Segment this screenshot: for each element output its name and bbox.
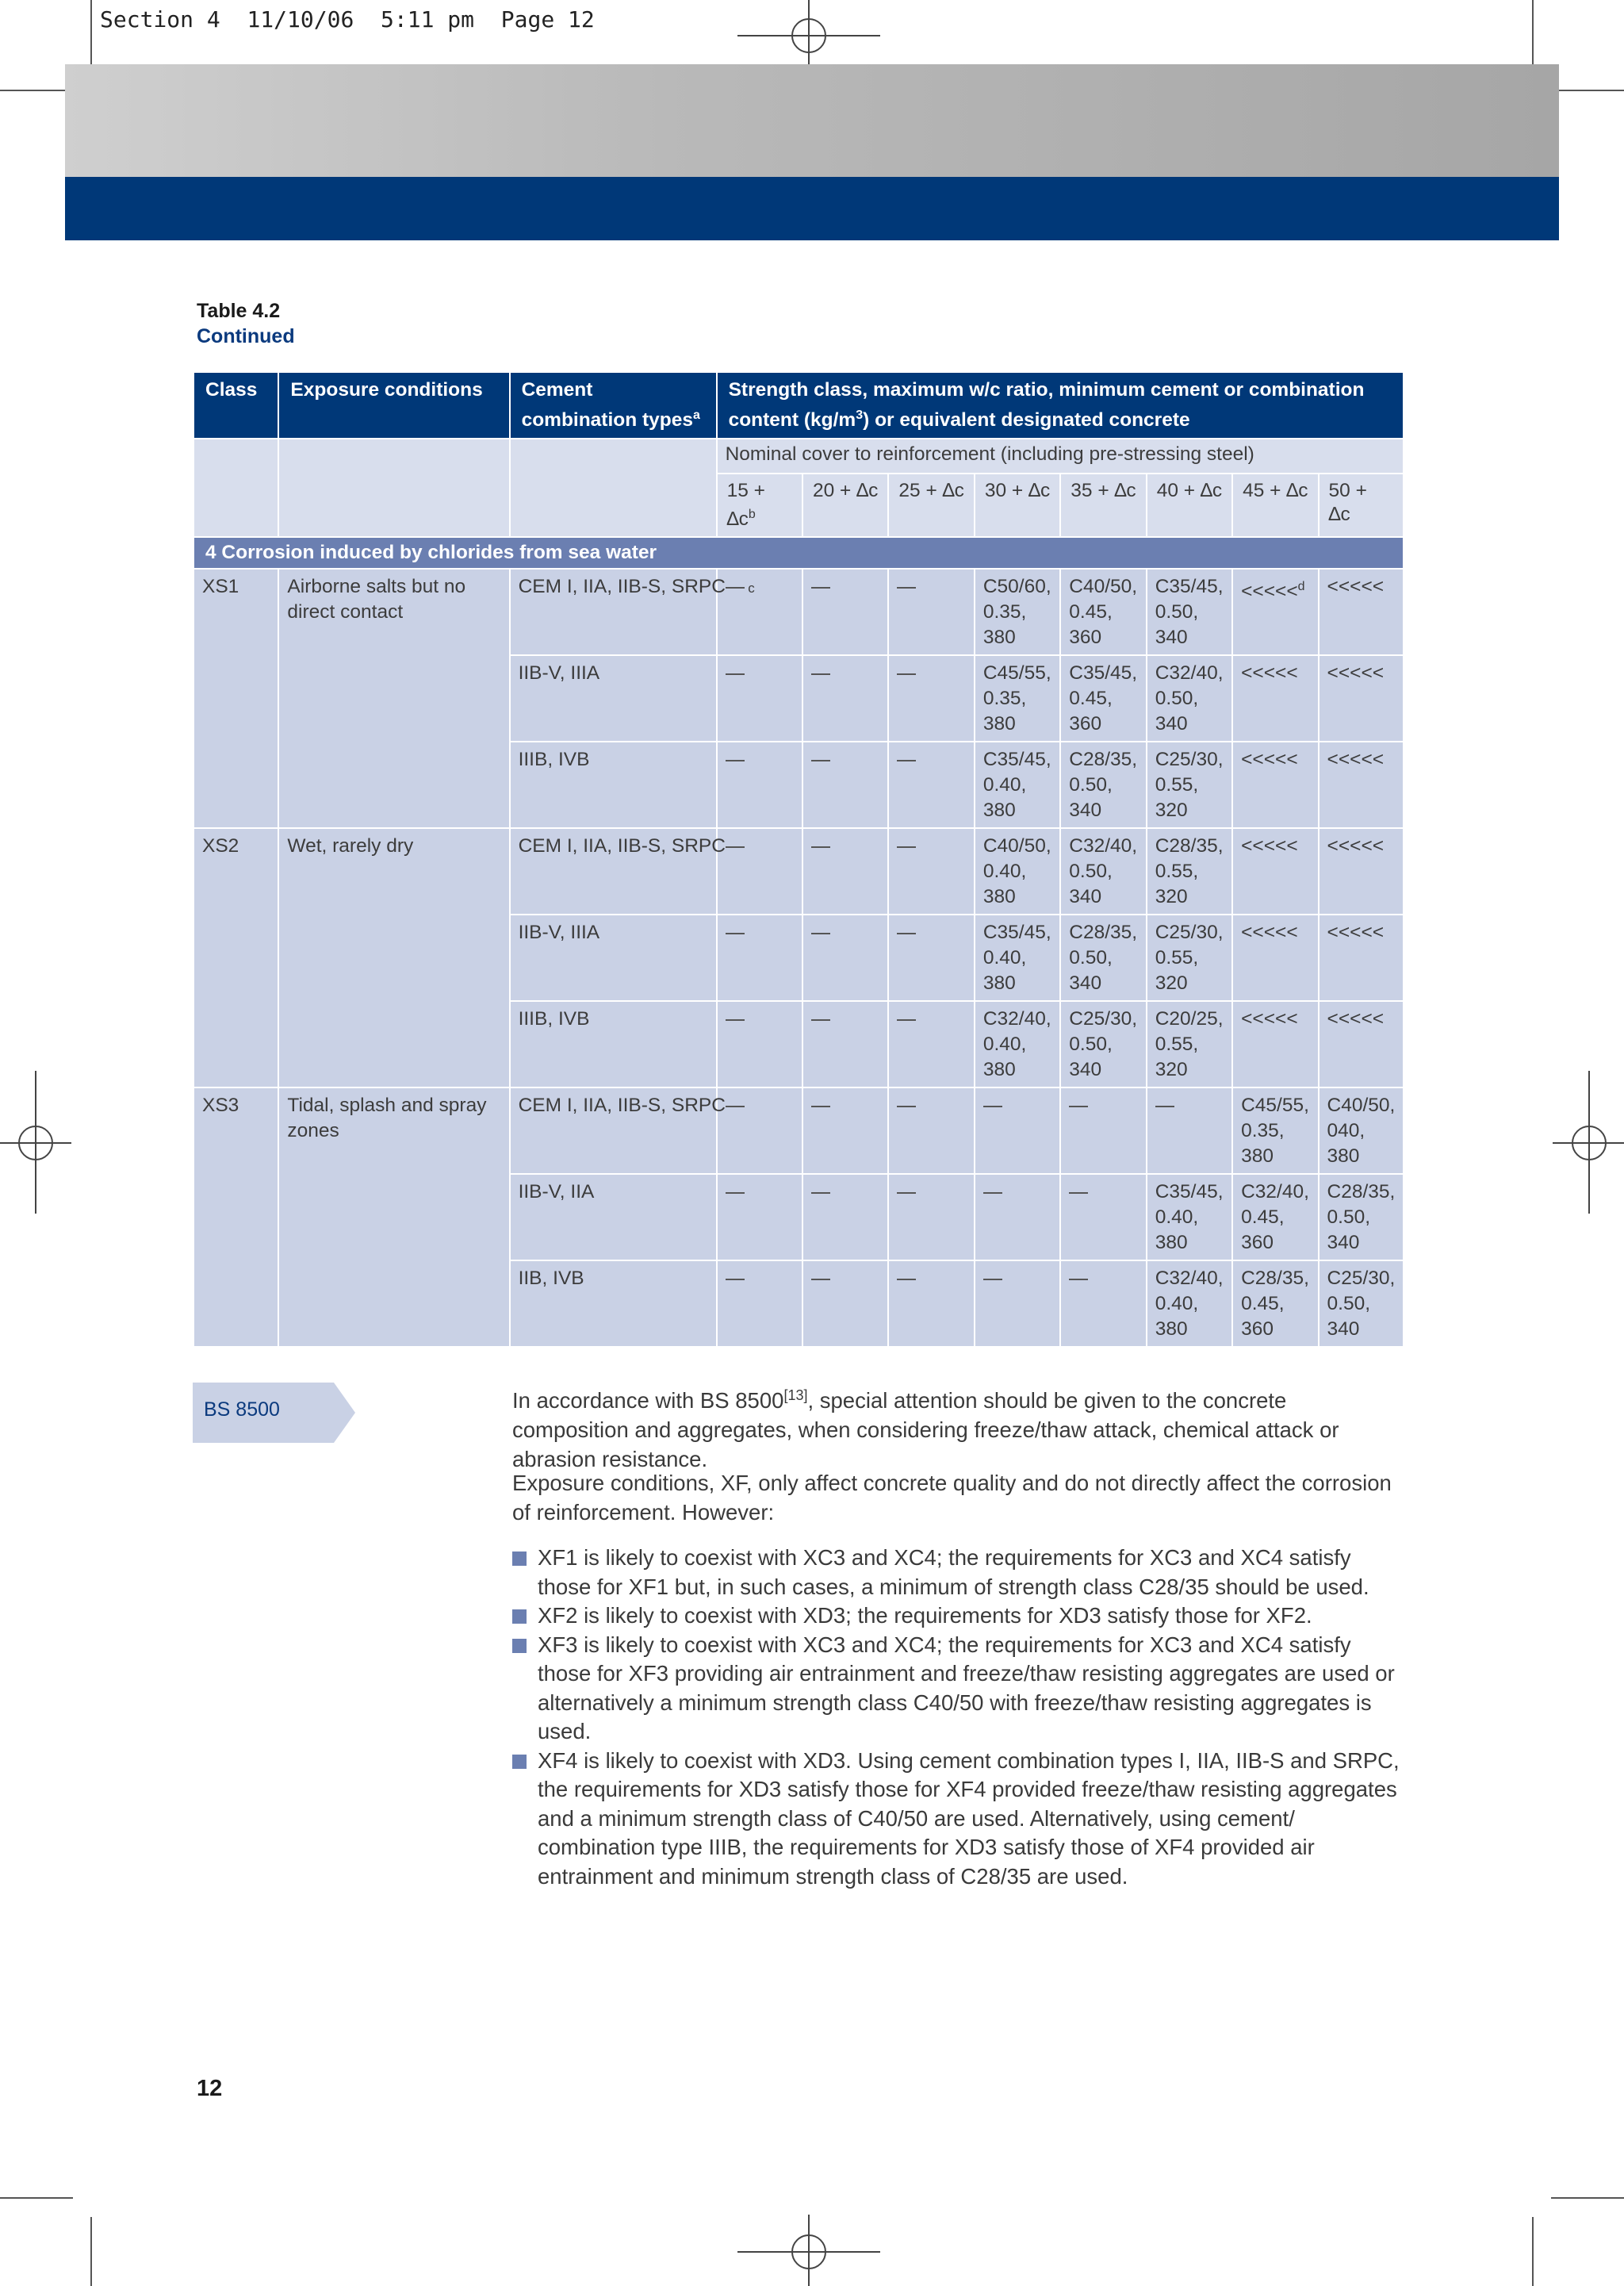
strength-value	[975, 569, 1060, 655]
cell-line: 0.35,	[1241, 1120, 1285, 1142]
cell-line: 0.40,	[982, 947, 1027, 969]
strength-value	[1147, 915, 1232, 1001]
header-grey-band	[65, 64, 1559, 177]
dash-mark	[726, 933, 745, 934]
cell-line: 340	[1069, 886, 1102, 908]
strength-value	[975, 1001, 1060, 1087]
cement-type: IIB, IVB	[510, 1260, 717, 1347]
strength-value	[1232, 828, 1318, 915]
strength-value	[975, 1174, 1060, 1260]
cell-line: 380	[982, 886, 1016, 908]
strength-value	[888, 569, 974, 655]
strength-value	[1147, 828, 1232, 915]
footnote-d: d	[1297, 580, 1305, 594]
cell-line: C25/30,	[1155, 749, 1224, 771]
dash-mark	[1069, 1106, 1088, 1107]
dash-mark	[983, 1192, 1002, 1194]
cover-text: 25 + ∆c	[898, 480, 964, 502]
p1-text-b: , special attention should be given to the concrete composition and aggregates, when considering freeze/thaw attack, chemical attack or abrasion resistance.	[512, 1388, 1339, 1472]
bullet-text: XF3 is likely to coexist with XC3 and XC4; the requirements for XC3 and XC4 satisfy those for XF3 providing air entrainment and freeze/thaw resisting aggregates are used or alternatively a minimum strength class C40/50 with freeze/thaw resisting aggregates is used.	[538, 1632, 1395, 1743]
crop-mark	[1551, 2197, 1624, 2199]
cell-line: 0.50,	[1069, 861, 1113, 883]
cell-line: 340	[1069, 972, 1102, 995]
strength-value	[717, 1001, 802, 1087]
strength-value	[1232, 1087, 1318, 1174]
header-strength-line1: Strength class, maximum w/c ratio, minimum cement or combination	[728, 379, 1365, 401]
bullet-text: XF4 is likely to coexist with XD3. Using cement combination types I, IIA, IIB-S and SRPC, the requirements for XD3 satisfy those for XF4 provided freeze/thaw resisting aggregates and a minimum strength class of C40/50 are used. Alternatively, using cement/ combination type IIIB, the requirements for XD3 satisfy those of XF4 provided air entrainment and minimum strength class of C28/35 are used.	[538, 1747, 1400, 1889]
strength-value	[717, 828, 802, 915]
strength-value	[1232, 915, 1318, 1001]
strength-value	[1060, 1087, 1146, 1174]
strength-value	[802, 828, 888, 915]
strength-value	[1060, 1001, 1146, 1087]
cell-line: 0.50,	[1069, 1034, 1113, 1056]
cell-line: 0.40,	[1155, 1206, 1199, 1229]
dash-mark	[811, 1279, 830, 1280]
dash-mark	[811, 1019, 830, 1021]
p1-reference: [13]	[783, 1387, 808, 1403]
cell-line: C32/40,	[1241, 1181, 1309, 1203]
strength-value	[1147, 742, 1232, 828]
dash-mark	[811, 760, 830, 761]
bullet-square-icon	[512, 1609, 527, 1624]
exposure-conditions: Airborne salts but no direct contact	[278, 569, 509, 828]
strength-value	[1232, 742, 1318, 828]
cell-line: 0.40,	[1155, 1293, 1199, 1315]
header-cement-line2: combination types	[521, 409, 694, 432]
cement-type: IIB-V, IIIA	[510, 915, 717, 1001]
strength-value	[802, 1260, 888, 1347]
cement-type: CEM I, IIA, IIB-S, SRPC	[510, 1087, 717, 1174]
cell-line: C32/40,	[1155, 662, 1224, 685]
cell-line: <<<<<	[1327, 1008, 1385, 1030]
exposure-class: XS1	[193, 569, 278, 828]
strength-value	[717, 1087, 802, 1174]
strength-value	[802, 742, 888, 828]
cell-line: C32/40,	[1069, 835, 1138, 857]
cover-text: 35 + ∆c	[1071, 480, 1136, 502]
strength-value	[1319, 1087, 1404, 1174]
crop-mark	[0, 90, 73, 91]
strength-value	[802, 655, 888, 742]
cell-line: 320	[1155, 1059, 1188, 1081]
cement-type: IIIB, IVB	[510, 742, 717, 828]
strength-value	[1319, 828, 1404, 915]
cell-line: 340	[1327, 1318, 1360, 1341]
crop-mark	[1551, 90, 1624, 91]
table-row	[193, 828, 1404, 915]
strength-value	[1147, 1260, 1232, 1347]
strength-value	[1232, 569, 1318, 655]
dash-mark	[983, 1106, 1002, 1107]
dash-mark	[983, 1279, 1002, 1280]
strength-value	[1147, 655, 1232, 742]
dash-mark	[1069, 1192, 1088, 1194]
cell-line: 380	[982, 800, 1016, 822]
cell-line: C35/45,	[982, 749, 1051, 771]
cell-line: C35/45,	[1155, 576, 1224, 598]
cell-line: 0.40,	[982, 1034, 1027, 1056]
cell-line: 0.50,	[1155, 601, 1199, 623]
cell-line: 0.50,	[1155, 688, 1199, 710]
dash-mark	[726, 1019, 745, 1021]
cover-column-header	[1232, 474, 1318, 537]
dash-mark	[897, 587, 916, 589]
cell-line: 360	[1241, 1318, 1274, 1341]
dash-mark	[726, 1192, 745, 1194]
dash-mark	[726, 673, 745, 675]
exposure-table	[193, 371, 1404, 1348]
header-exposure: Exposure conditions	[278, 372, 509, 439]
printer-slug	[100, 6, 595, 33]
cell-line: <<<<<	[1327, 835, 1385, 857]
dash-mark	[897, 1106, 916, 1107]
cell-line: C25/30,	[1155, 922, 1224, 944]
dash-mark	[897, 1192, 916, 1194]
blank-cell	[510, 439, 717, 537]
dash-mark	[811, 1192, 830, 1194]
strength-value	[888, 828, 974, 915]
cell-line: C20/25,	[1155, 1008, 1224, 1030]
paragraph-xf: Exposure conditions, XF, only affect concrete quality and do not directly affect the corrosion of reinforcement. However:	[512, 1471, 1392, 1525]
cell-line: 0.45,	[1241, 1293, 1285, 1315]
bullet-square-icon	[512, 1639, 527, 1653]
nominal-cover-label: Nominal cover to reinforcement (including pre-stressing steel)	[717, 439, 1404, 474]
strength-value	[975, 655, 1060, 742]
cell-line: <<<<<	[1241, 1008, 1298, 1030]
cover-column-header	[802, 474, 888, 537]
strength-value	[1147, 1087, 1232, 1174]
cover-text: 15 + ∆c	[726, 480, 765, 531]
cell-line: 380	[982, 972, 1016, 995]
cell-line: <<<<<	[1241, 749, 1298, 771]
cell-line: 380	[982, 627, 1016, 649]
nominal-cover-row	[193, 439, 1404, 474]
slug-date: 11/10/06	[247, 6, 354, 33]
cement-type: CEM I, IIA, IIB-S, SRPC	[510, 569, 717, 655]
crop-mark	[1532, 0, 1534, 71]
cell-line: C35/45,	[1069, 662, 1138, 685]
strength-value	[1060, 1174, 1146, 1260]
dash-mark	[1069, 1279, 1088, 1280]
crop-mark	[0, 2197, 73, 2199]
crop-mark	[90, 2217, 92, 2286]
cell-line: <<<<<	[1327, 576, 1385, 598]
table-title: Table 4.2	[197, 300, 281, 322]
cover-column-header	[1319, 474, 1404, 537]
cell-line: 0.55,	[1155, 1034, 1199, 1056]
header-cement	[510, 372, 717, 439]
cell-line: 0.55,	[1155, 774, 1199, 796]
cover-column-header	[975, 474, 1060, 537]
bullet-square-icon	[512, 1755, 527, 1769]
cell-line: 0.35,	[982, 601, 1027, 623]
dash-mark	[726, 760, 745, 761]
strength-value	[1060, 1260, 1146, 1347]
cell-line: C25/30,	[1327, 1268, 1396, 1290]
strength-value	[1319, 1001, 1404, 1087]
strength-value	[717, 742, 802, 828]
exposure-class: XS3	[193, 1087, 278, 1347]
cell-line: 380	[1241, 1145, 1274, 1168]
dash-mark	[726, 587, 745, 589]
cell-line: 0.55,	[1155, 947, 1199, 969]
strength-value	[802, 1174, 888, 1260]
page-number: 12	[197, 2076, 223, 2101]
strength-value	[975, 742, 1060, 828]
strength-value	[1319, 1260, 1404, 1347]
cell-line: 0.45,	[1069, 601, 1113, 623]
cell-line: C28/35,	[1069, 749, 1138, 771]
header-cement-line1: Cement	[521, 379, 593, 401]
section-row	[193, 537, 1404, 569]
strength-value	[888, 742, 974, 828]
strength-value	[717, 569, 802, 655]
cell-line: <<<<<	[1327, 749, 1385, 771]
cell-line: 340	[1155, 713, 1188, 735]
strength-value	[1060, 655, 1146, 742]
side-reference-tag	[193, 1383, 355, 1443]
strength-value	[717, 655, 802, 742]
strength-value	[888, 655, 974, 742]
cell-line: 320	[1155, 800, 1188, 822]
strength-value	[1232, 1174, 1318, 1260]
cell-line: C35/45,	[982, 922, 1051, 944]
cell-line: <<<<<	[1241, 835, 1298, 857]
strength-value	[1060, 828, 1146, 915]
cell-line: C40/50,	[1069, 576, 1138, 598]
strength-value	[1060, 915, 1146, 1001]
bullet-item	[512, 1601, 1400, 1631]
cell-line: 340	[1069, 1059, 1102, 1081]
strength-value	[717, 1174, 802, 1260]
bullet-item	[512, 1544, 1400, 1601]
cell-line: C35/45,	[1155, 1181, 1224, 1203]
strength-value	[888, 1260, 974, 1347]
dash-mark	[811, 1106, 830, 1107]
cover-text: 40 + ∆c	[1156, 480, 1223, 502]
strength-value	[1060, 742, 1146, 828]
side-tag-label: BS 8500	[204, 1398, 280, 1421]
cell-line: C50/60,	[982, 576, 1051, 598]
footnote-b: b	[748, 508, 756, 522]
strength-value	[717, 1260, 802, 1347]
strength-value	[1319, 1174, 1404, 1260]
paragraph-bs8500	[512, 1381, 1400, 1474]
strength-value	[888, 1174, 974, 1260]
strength-value	[1319, 655, 1404, 742]
cement-type: CEM I, IIA, IIB-S, SRPC	[510, 828, 717, 915]
strength-value	[1147, 1174, 1232, 1260]
same-as-left-mark: <<<<<	[1241, 581, 1298, 603]
dash-mark	[811, 846, 830, 848]
crop-mark	[90, 0, 92, 71]
footnote-c: c	[744, 581, 755, 596]
exposure-conditions: Wet, rarely dry	[278, 828, 509, 1087]
header-class: Class	[193, 372, 278, 439]
strength-value	[717, 915, 802, 1001]
cell-line: C28/35,	[1241, 1268, 1309, 1290]
dash-mark	[811, 587, 830, 589]
bullet-text: XF2 is likely to coexist with XD3; the requirements for XD3 satisfy those for XF2.	[538, 1603, 1312, 1628]
cell-line: C28/35,	[1069, 922, 1138, 944]
cell-line: C40/50,	[982, 835, 1051, 857]
cell-line: <<<<<	[1241, 662, 1298, 685]
header-strength-sup: 3	[856, 408, 864, 422]
cell-line: 340	[1327, 1232, 1360, 1254]
header-strength-line2a: content (kg/m	[728, 409, 856, 432]
cell-line: <<<<<	[1327, 662, 1385, 685]
strength-value	[1060, 569, 1146, 655]
strength-value	[975, 828, 1060, 915]
cell-line: 340	[1069, 800, 1102, 822]
strength-value	[888, 915, 974, 1001]
cell-line: 0.50,	[1069, 774, 1113, 796]
strength-value	[802, 1087, 888, 1174]
strength-value	[975, 1087, 1060, 1174]
cover-text: 45 + ∆c	[1243, 480, 1308, 502]
strength-value	[1147, 1001, 1232, 1087]
slug-page: Page 12	[500, 6, 595, 33]
exposure-conditions: Tidal, splash and spray zones	[278, 1087, 509, 1347]
dash-mark	[897, 1279, 916, 1280]
cell-line: 0.45,	[1241, 1206, 1285, 1229]
dash-mark	[897, 846, 916, 848]
bullet-item	[512, 1747, 1400, 1892]
cell-line: 0.35,	[982, 688, 1027, 710]
header-cement-note: a	[693, 408, 700, 422]
cement-type: IIB-V, IIA	[510, 1174, 717, 1260]
cell-line: 380	[982, 1059, 1016, 1081]
strength-value	[888, 1001, 974, 1087]
dash-mark	[726, 1279, 745, 1280]
cell-line: 0.40,	[982, 774, 1027, 796]
strength-value	[1319, 915, 1404, 1001]
strength-value	[1319, 742, 1404, 828]
crop-mark	[1532, 2217, 1534, 2286]
dash-mark	[1155, 1106, 1174, 1107]
strength-value	[1232, 1260, 1318, 1347]
slug-section: Section 4	[100, 6, 220, 33]
cell-line: 380	[1327, 1145, 1360, 1168]
cell-line: C28/35,	[1155, 835, 1224, 857]
cement-type: IIIB, IVB	[510, 1001, 717, 1087]
dash-mark	[726, 846, 745, 848]
table-row	[193, 569, 1404, 655]
strength-value	[975, 915, 1060, 1001]
bullet-square-icon	[512, 1551, 527, 1566]
strength-value	[1319, 569, 1404, 655]
header-blue-band	[65, 177, 1559, 240]
cell-line: 0.40,	[982, 861, 1027, 883]
table-caption	[197, 298, 295, 349]
strength-value	[1232, 655, 1318, 742]
dash-mark	[726, 1106, 745, 1107]
dash-mark	[897, 760, 916, 761]
xf-bullet-list	[512, 1544, 1400, 1891]
cell-line: 360	[1241, 1232, 1274, 1254]
cell-line: 380	[982, 713, 1016, 735]
cell-line: <<<<<	[1241, 922, 1298, 944]
strength-value	[802, 569, 888, 655]
cover-text: 30 + ∆c	[984, 480, 1051, 502]
cell-line: 340	[1155, 627, 1188, 649]
cell-line: 0.45,	[1069, 688, 1113, 710]
cell-line: 0.55,	[1155, 861, 1199, 883]
cover-column-header	[888, 474, 974, 537]
strength-value	[802, 1001, 888, 1087]
cell-line: C28/35,	[1327, 1181, 1396, 1203]
dash-mark	[811, 933, 830, 934]
cover-column-header	[1060, 474, 1146, 537]
blank-cell	[278, 439, 509, 537]
dash-mark	[811, 673, 830, 675]
cell-line: 320	[1155, 886, 1188, 908]
dash-mark	[897, 1019, 916, 1021]
cell-line: <<<<<	[1327, 922, 1385, 944]
slug-time: 5:11 pm	[381, 6, 475, 33]
header-strength-line2b: ) or equivalent designated concrete	[863, 409, 1190, 432]
cell-line: C32/40,	[1155, 1268, 1224, 1290]
cell-line: 0.50,	[1327, 1293, 1371, 1315]
bullet-item	[512, 1631, 1400, 1747]
cell-line: C45/55,	[1241, 1095, 1309, 1117]
cell-line: 0.50,	[1069, 947, 1113, 969]
cover-text: 50 + ∆c	[1328, 480, 1367, 526]
strength-value	[1232, 1001, 1318, 1087]
cell-line: 320	[1155, 972, 1188, 995]
cell-line: 380	[1155, 1318, 1188, 1341]
p1-text-a: In accordance with BS 8500	[512, 1388, 784, 1413]
cement-type: IIB-V, IIIA	[510, 655, 717, 742]
header-strength	[717, 372, 1404, 439]
dash-mark	[897, 933, 916, 934]
exposure-class: XS2	[193, 828, 278, 1087]
cell-line: C25/30,	[1069, 1008, 1138, 1030]
cell-line: 040,	[1327, 1120, 1365, 1142]
dash-mark	[897, 673, 916, 675]
strength-value	[1147, 569, 1232, 655]
table-row	[193, 1087, 1404, 1174]
cell-line: C45/55,	[982, 662, 1051, 685]
cell-line: 360	[1069, 627, 1102, 649]
cover-column-header	[1147, 474, 1232, 537]
strength-value	[888, 1087, 974, 1174]
cell-line: 360	[1069, 713, 1102, 735]
cell-line: 380	[1155, 1232, 1188, 1254]
cell-line: C32/40,	[982, 1008, 1051, 1030]
cell-line: C40/50,	[1327, 1095, 1396, 1117]
cover-text: 20 + ∆c	[813, 480, 879, 502]
strength-value	[975, 1260, 1060, 1347]
blank-cell	[193, 439, 278, 537]
section-title: 4 Corrosion induced by chlorides from sea water	[193, 537, 1404, 569]
bullet-text: XF1 is likely to coexist with XC3 and XC4; the requirements for XC3 and XC4 satisfy those for XF1 but, in such cases, a minimum of strength class C28/35 should be used.	[538, 1545, 1369, 1599]
strength-value	[802, 915, 888, 1001]
cover-column-header	[717, 474, 802, 537]
cell-line: 0.50,	[1327, 1206, 1371, 1229]
table-header-row	[193, 372, 1404, 439]
table-continued: Continued	[197, 325, 295, 347]
